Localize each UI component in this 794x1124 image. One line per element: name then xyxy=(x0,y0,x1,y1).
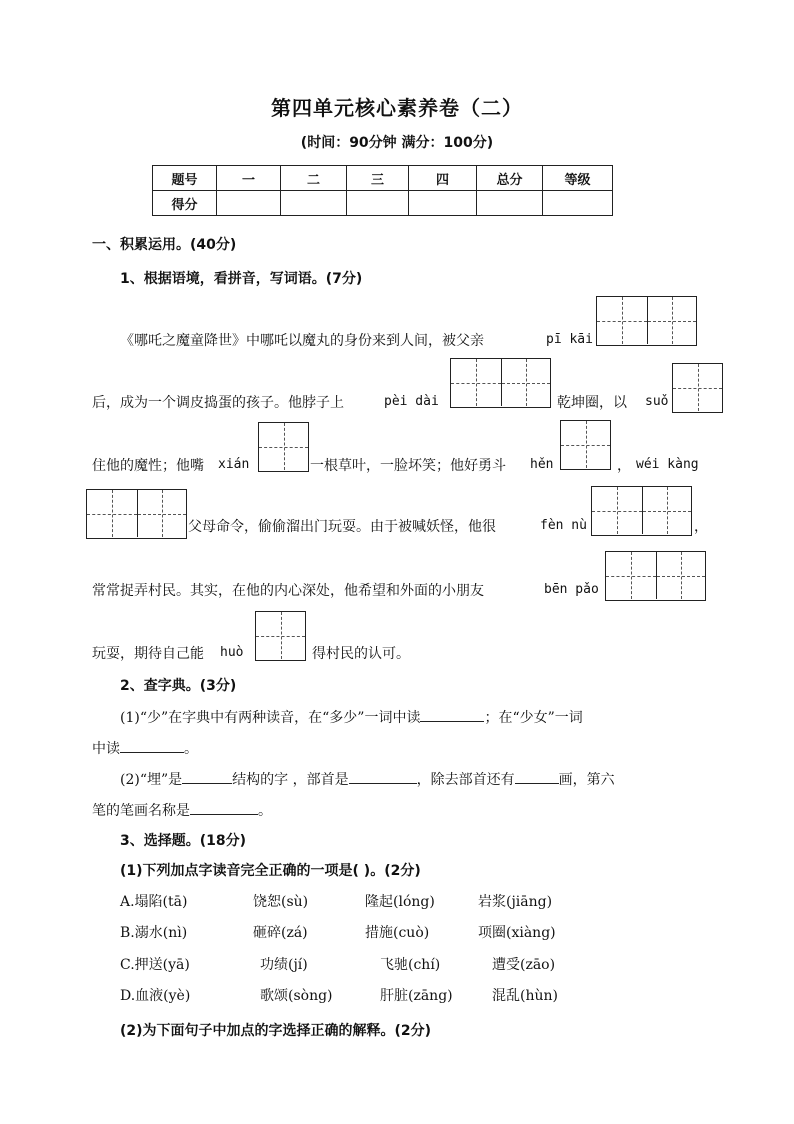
option-item: 遭受(zāo) xyxy=(492,957,556,973)
passage-text: 《哪吒之魔童降世》中哪吒以魔丸的身份来到人间，被父亲 xyxy=(120,333,484,349)
answer-grid[interactable] xyxy=(596,296,697,346)
answer-grid[interactable] xyxy=(258,422,309,472)
pinyin-prompt: wéi kàng xyxy=(636,457,699,472)
option-item: 飞驰(chí) xyxy=(380,957,441,973)
score-input-cell[interactable] xyxy=(217,191,281,216)
option-item: 措施(cuò) xyxy=(365,925,430,941)
option-item: C.押送(yā) xyxy=(120,957,190,973)
answer-blank[interactable] xyxy=(190,800,258,815)
passage-text: 得村民的认可。 xyxy=(312,646,410,662)
option-item: 歌颂(sòng) xyxy=(260,988,333,1004)
score-table-score-row xyxy=(153,191,613,216)
passage-text: 乾坤圈，以 xyxy=(557,395,627,411)
section-heading: 一、积累运用。(40分) xyxy=(92,237,237,253)
pinyin-prompt: pèi dài xyxy=(384,394,439,409)
question-line: 笔的笔画名称是 。 xyxy=(92,800,272,820)
passage-text: 玩耍，期待自己能 xyxy=(92,646,204,662)
passage-text: 父母命令，偷偷溜出门玩耍。由于被喊妖怪，他很 xyxy=(188,519,496,535)
option-item: A.塌陷(tā) xyxy=(120,894,188,910)
score-table xyxy=(152,165,613,216)
option-item: 肝脏(zāng) xyxy=(380,988,453,1004)
table-cell: 题号 xyxy=(153,166,217,191)
question-line: 中读 。 xyxy=(92,738,198,758)
score-input-cell[interactable] xyxy=(409,191,477,216)
answer-grid[interactable] xyxy=(255,611,306,661)
question-heading: 1、根据语境，看拼音，写词语。(7分) xyxy=(120,271,363,287)
table-cell: 二 xyxy=(281,166,347,191)
sub-question: (1)下列加点字读音完全正确的一项是( )。(2分) xyxy=(120,863,421,879)
score-table-header-row xyxy=(153,166,613,191)
answer-blank[interactable] xyxy=(515,769,559,784)
answer-blank[interactable] xyxy=(420,707,484,722)
answer-blank[interactable] xyxy=(182,769,232,784)
pinyin-prompt: bēn pǎo xyxy=(544,582,599,597)
answer-grid[interactable] xyxy=(86,489,187,539)
answer-grid[interactable] xyxy=(591,486,692,536)
answer-blank[interactable] xyxy=(120,738,184,753)
table-cell: 总分 xyxy=(477,166,543,191)
pinyin-prompt: fèn nù xyxy=(540,518,587,533)
table-cell: 一 xyxy=(217,166,281,191)
answer-grid[interactable] xyxy=(605,551,706,601)
pinyin-prompt: huò xyxy=(220,645,244,660)
question-heading: 2、查字典。(3分) xyxy=(120,678,237,694)
option-item: D.血液(yè) xyxy=(120,988,191,1004)
passage-text: 住他的魔性；他嘴 xyxy=(92,458,204,474)
option-item: 项圈(xiàng) xyxy=(478,925,556,941)
table-cell: 得分 xyxy=(153,191,217,216)
question-heading: 3、选择题。(18分) xyxy=(120,833,247,849)
answer-grid[interactable] xyxy=(450,358,551,408)
option-item: 混乱(hùn) xyxy=(492,988,558,1004)
question-line: (1)“少”在字典中有两种读音，在“多少”一词中读 ；在“少女”一词 xyxy=(120,707,583,727)
pinyin-prompt: hěn xyxy=(530,457,554,472)
score-input-cell[interactable] xyxy=(347,191,409,216)
table-cell: 三 xyxy=(347,166,409,191)
question-line: (2)“埋”是 结构的字 ，部首是 ，除去部首还有 画，第六 xyxy=(120,769,615,789)
score-input-cell[interactable] xyxy=(543,191,613,216)
table-cell: 四 xyxy=(409,166,477,191)
answer-grid[interactable] xyxy=(672,363,723,413)
table-cell: 等级 xyxy=(543,166,613,191)
passage-text: 一根草叶，一脸坏笑；他好勇斗 xyxy=(310,458,506,474)
pinyin-prompt: xián xyxy=(218,457,250,472)
answer-grid[interactable] xyxy=(560,420,611,470)
option-item: 砸碎(zá) xyxy=(253,925,308,941)
score-input-cell[interactable] xyxy=(281,191,347,216)
score-input-cell[interactable] xyxy=(477,191,543,216)
pinyin-prompt: pī kāi xyxy=(546,332,593,347)
option-item: 功绩(jí) xyxy=(260,957,308,973)
pinyin-prompt: suǒ xyxy=(645,394,669,409)
option-item: 岩浆(jiāng) xyxy=(478,894,553,910)
sub-question: (2)为下面句子中加点的字选择正确的解释。(2分) xyxy=(120,1023,432,1039)
page-title: 第四单元核心素养卷（二） xyxy=(271,96,523,120)
answer-blank[interactable] xyxy=(349,769,417,784)
passage-text: ， xyxy=(694,519,708,535)
option-item: B.溺水(nì) xyxy=(120,925,188,941)
passage-text: 后，成为一个调皮捣蛋的孩子。他脖子上 xyxy=(92,395,344,411)
option-item: 隆起(lóng) xyxy=(365,894,435,910)
exam-info: (时间：90分钟 满分：100分) xyxy=(300,135,494,151)
passage-text: 常常捉弄村民。其实，在他的内心深处，他希望和外面的小朋友 xyxy=(92,583,484,599)
passage-text: ， xyxy=(617,458,631,474)
option-item: 饶恕(sù) xyxy=(253,894,309,910)
